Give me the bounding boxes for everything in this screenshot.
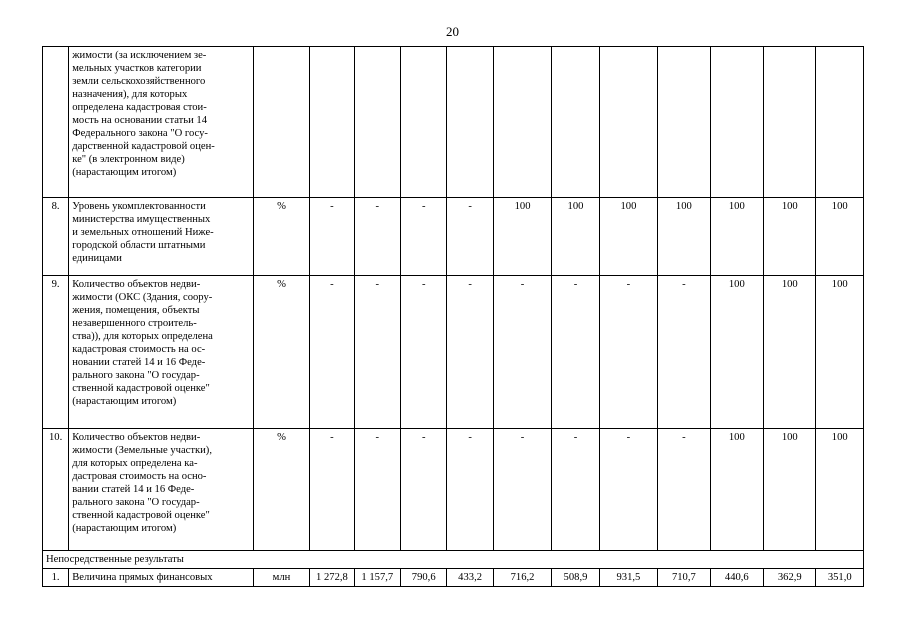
value-cell: - (310, 276, 354, 429)
value-cell: - (493, 429, 551, 551)
value-cell: 100 (710, 429, 763, 551)
page-number: 20 (446, 24, 459, 39)
row-number: 8. (43, 198, 69, 276)
row-number: 1. (43, 569, 69, 587)
value-cell: 100 (599, 198, 657, 276)
value-cell (447, 47, 493, 198)
value-cell: - (447, 429, 493, 551)
unit-cell: млн (253, 569, 309, 587)
section-title: Непосредственные результаты (43, 551, 864, 569)
value-cell: - (599, 429, 657, 551)
value-cell (599, 47, 657, 198)
value-cell (401, 47, 447, 198)
value-cell: - (552, 429, 599, 551)
unit-cell (253, 47, 309, 198)
table-row (43, 569, 864, 587)
table-row (43, 276, 864, 429)
value-cell (710, 47, 763, 198)
value-cell: 362,9 (764, 569, 816, 587)
value-cell: 716,2 (493, 569, 551, 587)
value-cell (816, 47, 864, 198)
value-cell: 100 (710, 276, 763, 429)
indicator-description: Количество объектов недви- жимости (Земельные участки), для которых определена ка- дастровая стоимость на осно- вании статей 14 и 16 Феде- рального закона "О государ- ственной кадастровой оценке" (нарастающим итогом) (69, 429, 254, 551)
value-cell: 100 (816, 198, 864, 276)
value-cell (493, 47, 551, 198)
value-cell: - (354, 198, 400, 276)
value-cell: 100 (552, 198, 599, 276)
value-cell: 931,5 (599, 569, 657, 587)
row-number: 9. (43, 276, 69, 429)
value-cell: - (447, 276, 493, 429)
indicator-description: жимости (за исключением зе- мельных участков категории земли сельскохозяйственного назначения), для которых определена кадастровая стои- мость на основании статьи 14 Федерального закона "О госу- дарственной кадастровой оцен- ке" (в электронном виде) (нарастающим итогом) (69, 47, 254, 198)
value-cell: 710,7 (658, 569, 710, 587)
indicator-description: Величина прямых финансовых (69, 569, 254, 587)
value-cell: 100 (816, 429, 864, 551)
indicators-table (42, 46, 864, 587)
value-cell: - (401, 429, 447, 551)
unit-cell: % (253, 429, 309, 551)
value-cell: 790,6 (401, 569, 447, 587)
value-cell: - (658, 276, 710, 429)
value-cell: 100 (764, 198, 816, 276)
value-cell: - (310, 429, 354, 551)
value-cell: - (310, 198, 354, 276)
value-cell: - (401, 198, 447, 276)
value-cell: 351,0 (816, 569, 864, 587)
row-number (43, 47, 69, 198)
value-cell: - (401, 276, 447, 429)
value-cell: - (599, 276, 657, 429)
value-cell: 1 157,7 (354, 569, 400, 587)
value-cell (658, 47, 710, 198)
value-cell: - (552, 276, 599, 429)
value-cell: 100 (710, 198, 763, 276)
value-cell: - (354, 429, 400, 551)
unit-cell: % (253, 198, 309, 276)
table-row (43, 429, 864, 551)
value-cell: 433,2 (447, 569, 493, 587)
value-cell: - (354, 276, 400, 429)
value-cell: 100 (764, 429, 816, 551)
value-cell: - (493, 276, 551, 429)
value-cell: 440,6 (710, 569, 763, 587)
value-cell (354, 47, 400, 198)
value-cell (552, 47, 599, 198)
table-row (43, 47, 864, 198)
row-number: 10. (43, 429, 69, 551)
value-cell: 100 (493, 198, 551, 276)
unit-cell: % (253, 276, 309, 429)
indicator-description: Уровень укомплектованности министерства имущественных и земельных отношений Ниже- городской области штатными единицами (69, 198, 254, 276)
value-cell: 100 (658, 198, 710, 276)
value-cell (310, 47, 354, 198)
value-cell: 1 272,8 (310, 569, 354, 587)
value-cell: 100 (764, 276, 816, 429)
value-cell: 508,9 (552, 569, 599, 587)
section-row (43, 551, 864, 569)
value-cell: - (658, 429, 710, 551)
value-cell: 100 (816, 276, 864, 429)
value-cell (764, 47, 816, 198)
value-cell: - (447, 198, 493, 276)
table-row (43, 198, 864, 276)
indicator-description: Количество объектов недви- жимости (ОКС (Здания, соору- жения, помещения, объекты незавершенного строитель- ства)), для которых определена кадастровая стоимость на ос- новании статей 14 и 16 Феде- рального закона "О государ- ственной кадастровой оценке" (нарастающим итогом) (69, 276, 254, 429)
